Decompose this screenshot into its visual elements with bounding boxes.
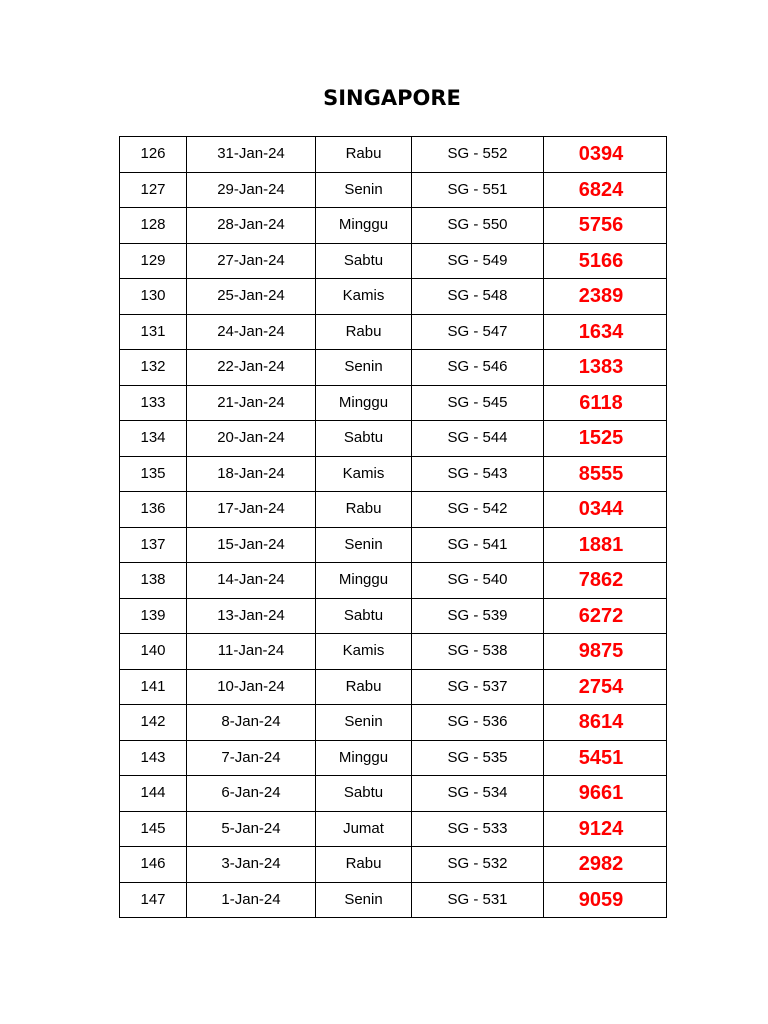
- row-number-cell: 132: [120, 350, 187, 386]
- row-number-cell: 130: [120, 279, 187, 315]
- result-cell: [544, 705, 667, 741]
- row-number-cell: 133: [120, 385, 187, 421]
- result-cell: [544, 137, 667, 173]
- result-number: 7862: [578, 569, 624, 592]
- date-cell: 11-Jan-24: [187, 634, 316, 670]
- result-cell: [544, 740, 667, 776]
- result-number: 9059: [578, 888, 624, 911]
- row-number-cell: 126: [120, 137, 187, 173]
- draw-code-cell: SG - 551: [412, 172, 544, 208]
- table-row: [120, 243, 667, 279]
- table-row: [120, 598, 667, 634]
- date-cell: 1-Jan-24: [187, 882, 316, 918]
- table-row: [120, 385, 667, 421]
- row-number-cell: 144: [120, 776, 187, 812]
- date-cell: 25-Jan-24: [187, 279, 316, 315]
- row-number-cell: 134: [120, 421, 187, 457]
- result-number: 5451: [578, 746, 624, 769]
- result-cell: [544, 208, 667, 244]
- result-cell: [544, 669, 667, 705]
- draw-code-cell: SG - 533: [412, 811, 544, 847]
- date-cell: 14-Jan-24: [187, 563, 316, 599]
- row-number-cell: 127: [120, 172, 187, 208]
- row-number-cell: 143: [120, 740, 187, 776]
- table-row: [120, 847, 667, 883]
- day-cell: Senin: [316, 350, 412, 386]
- date-cell: 8-Jan-24: [187, 705, 316, 741]
- day-cell: Sabtu: [316, 243, 412, 279]
- day-cell: Rabu: [316, 314, 412, 350]
- table-row: [120, 137, 667, 173]
- draw-code-cell: SG - 532: [412, 847, 544, 883]
- day-cell: Rabu: [316, 492, 412, 528]
- table-row: [120, 314, 667, 350]
- result-number: 8614: [578, 711, 624, 734]
- draw-code-cell: SG - 534: [412, 776, 544, 812]
- date-cell: 21-Jan-24: [187, 385, 316, 421]
- result-number: 2754: [578, 675, 624, 698]
- date-cell: 18-Jan-24: [187, 456, 316, 492]
- table-row: [120, 811, 667, 847]
- day-cell: Sabtu: [316, 598, 412, 634]
- result-number: 1383: [578, 356, 624, 379]
- result-cell: [544, 527, 667, 563]
- result-number: 1525: [578, 427, 624, 450]
- result-cell: [544, 350, 667, 386]
- draw-code-cell: SG - 545: [412, 385, 544, 421]
- result-number: 5756: [578, 214, 624, 237]
- result-cell: [544, 243, 667, 279]
- result-cell: [544, 385, 667, 421]
- date-cell: 17-Jan-24: [187, 492, 316, 528]
- result-number: 9124: [578, 817, 624, 840]
- day-cell: Minggu: [316, 563, 412, 599]
- result-cell: [544, 598, 667, 634]
- row-number-cell: 146: [120, 847, 187, 883]
- table-row: [120, 882, 667, 918]
- day-cell: Kamis: [316, 456, 412, 492]
- result-cell: [544, 279, 667, 315]
- draw-code-cell: SG - 539: [412, 598, 544, 634]
- day-cell: Minggu: [316, 385, 412, 421]
- table-row: [120, 563, 667, 599]
- result-cell: [544, 421, 667, 457]
- draw-code-cell: SG - 547: [412, 314, 544, 350]
- table-row: [120, 279, 667, 315]
- draw-code-cell: SG - 546: [412, 350, 544, 386]
- result-number: 6824: [578, 178, 624, 201]
- draw-code-cell: SG - 542: [412, 492, 544, 528]
- day-cell: Sabtu: [316, 776, 412, 812]
- result-cell: [544, 314, 667, 350]
- day-cell: Minggu: [316, 208, 412, 244]
- row-number-cell: 136: [120, 492, 187, 528]
- result-number: 9875: [578, 640, 624, 663]
- day-cell: Jumat: [316, 811, 412, 847]
- date-cell: 6-Jan-24: [187, 776, 316, 812]
- table-row: [120, 492, 667, 528]
- date-cell: 10-Jan-24: [187, 669, 316, 705]
- result-number: 6118: [579, 391, 623, 414]
- date-cell: 5-Jan-24: [187, 811, 316, 847]
- row-number-cell: 135: [120, 456, 187, 492]
- result-cell: [544, 882, 667, 918]
- draw-code-cell: SG - 531: [412, 882, 544, 918]
- day-cell: Senin: [316, 882, 412, 918]
- draw-code-cell: SG - 549: [412, 243, 544, 279]
- day-cell: Minggu: [316, 740, 412, 776]
- row-number-cell: 141: [120, 669, 187, 705]
- result-cell: [544, 847, 667, 883]
- row-number-cell: 145: [120, 811, 187, 847]
- table-row: [120, 776, 667, 812]
- result-number: 1881: [578, 533, 624, 556]
- draw-code-cell: SG - 540: [412, 563, 544, 599]
- day-cell: Senin: [316, 527, 412, 563]
- row-number-cell: 140: [120, 634, 187, 670]
- row-number-cell: 137: [120, 527, 187, 563]
- result-number: 0344: [578, 498, 624, 521]
- date-cell: 31-Jan-24: [187, 137, 316, 173]
- result-number: 1634: [578, 320, 624, 343]
- table-row: [120, 634, 667, 670]
- draw-code-cell: SG - 548: [412, 279, 544, 315]
- date-cell: 3-Jan-24: [187, 847, 316, 883]
- day-cell: Kamis: [316, 634, 412, 670]
- result-cell: [544, 492, 667, 528]
- day-cell: Rabu: [316, 847, 412, 883]
- table-row: [120, 208, 667, 244]
- date-cell: 28-Jan-24: [187, 208, 316, 244]
- draw-code-cell: SG - 537: [412, 669, 544, 705]
- draw-code-cell: SG - 538: [412, 634, 544, 670]
- row-number-cell: 131: [120, 314, 187, 350]
- date-cell: 20-Jan-24: [187, 421, 316, 457]
- date-cell: 24-Jan-24: [187, 314, 316, 350]
- draw-code-cell: SG - 550: [412, 208, 544, 244]
- result-cell: [544, 563, 667, 599]
- result-cell: [544, 456, 667, 492]
- results-table-body: [120, 137, 667, 918]
- result-number: 6272: [578, 604, 624, 627]
- draw-code-cell: SG - 541: [412, 527, 544, 563]
- table-row: [120, 527, 667, 563]
- day-cell: Senin: [316, 705, 412, 741]
- result-number: 2389: [578, 285, 624, 308]
- row-number-cell: 139: [120, 598, 187, 634]
- table-row: [120, 350, 667, 386]
- result-number: 0394: [578, 143, 624, 166]
- table-row: [120, 421, 667, 457]
- result-number: 9661: [578, 782, 624, 805]
- table-row: [120, 172, 667, 208]
- date-cell: 7-Jan-24: [187, 740, 316, 776]
- table-row: [120, 456, 667, 492]
- page-title: SINGAPORE: [323, 86, 461, 110]
- row-number-cell: 142: [120, 705, 187, 741]
- result-cell: [544, 634, 667, 670]
- table-row: [120, 669, 667, 705]
- row-number-cell: 128: [120, 208, 187, 244]
- day-cell: Sabtu: [316, 421, 412, 457]
- draw-code-cell: SG - 535: [412, 740, 544, 776]
- result-cell: [544, 172, 667, 208]
- result-cell: [544, 811, 667, 847]
- row-number-cell: 138: [120, 563, 187, 599]
- row-number-cell: 147: [120, 882, 187, 918]
- row-number-cell: 129: [120, 243, 187, 279]
- draw-code-cell: SG - 536: [412, 705, 544, 741]
- day-cell: Rabu: [316, 137, 412, 173]
- result-number: 8555: [578, 462, 624, 485]
- draw-code-cell: SG - 543: [412, 456, 544, 492]
- date-cell: 22-Jan-24: [187, 350, 316, 386]
- draw-code-cell: SG - 544: [412, 421, 544, 457]
- result-number: 5166: [578, 249, 624, 272]
- day-cell: Kamis: [316, 279, 412, 315]
- result-cell: [544, 776, 667, 812]
- date-cell: 27-Jan-24: [187, 243, 316, 279]
- day-cell: Senin: [316, 172, 412, 208]
- date-cell: 29-Jan-24: [187, 172, 316, 208]
- draw-code-cell: SG - 552: [412, 137, 544, 173]
- result-number: 2982: [578, 853, 624, 876]
- results-table: [119, 136, 667, 918]
- date-cell: 15-Jan-24: [187, 527, 316, 563]
- date-cell: 13-Jan-24: [187, 598, 316, 634]
- table-row: [120, 740, 667, 776]
- table-row: [120, 705, 667, 741]
- day-cell: Rabu: [316, 669, 412, 705]
